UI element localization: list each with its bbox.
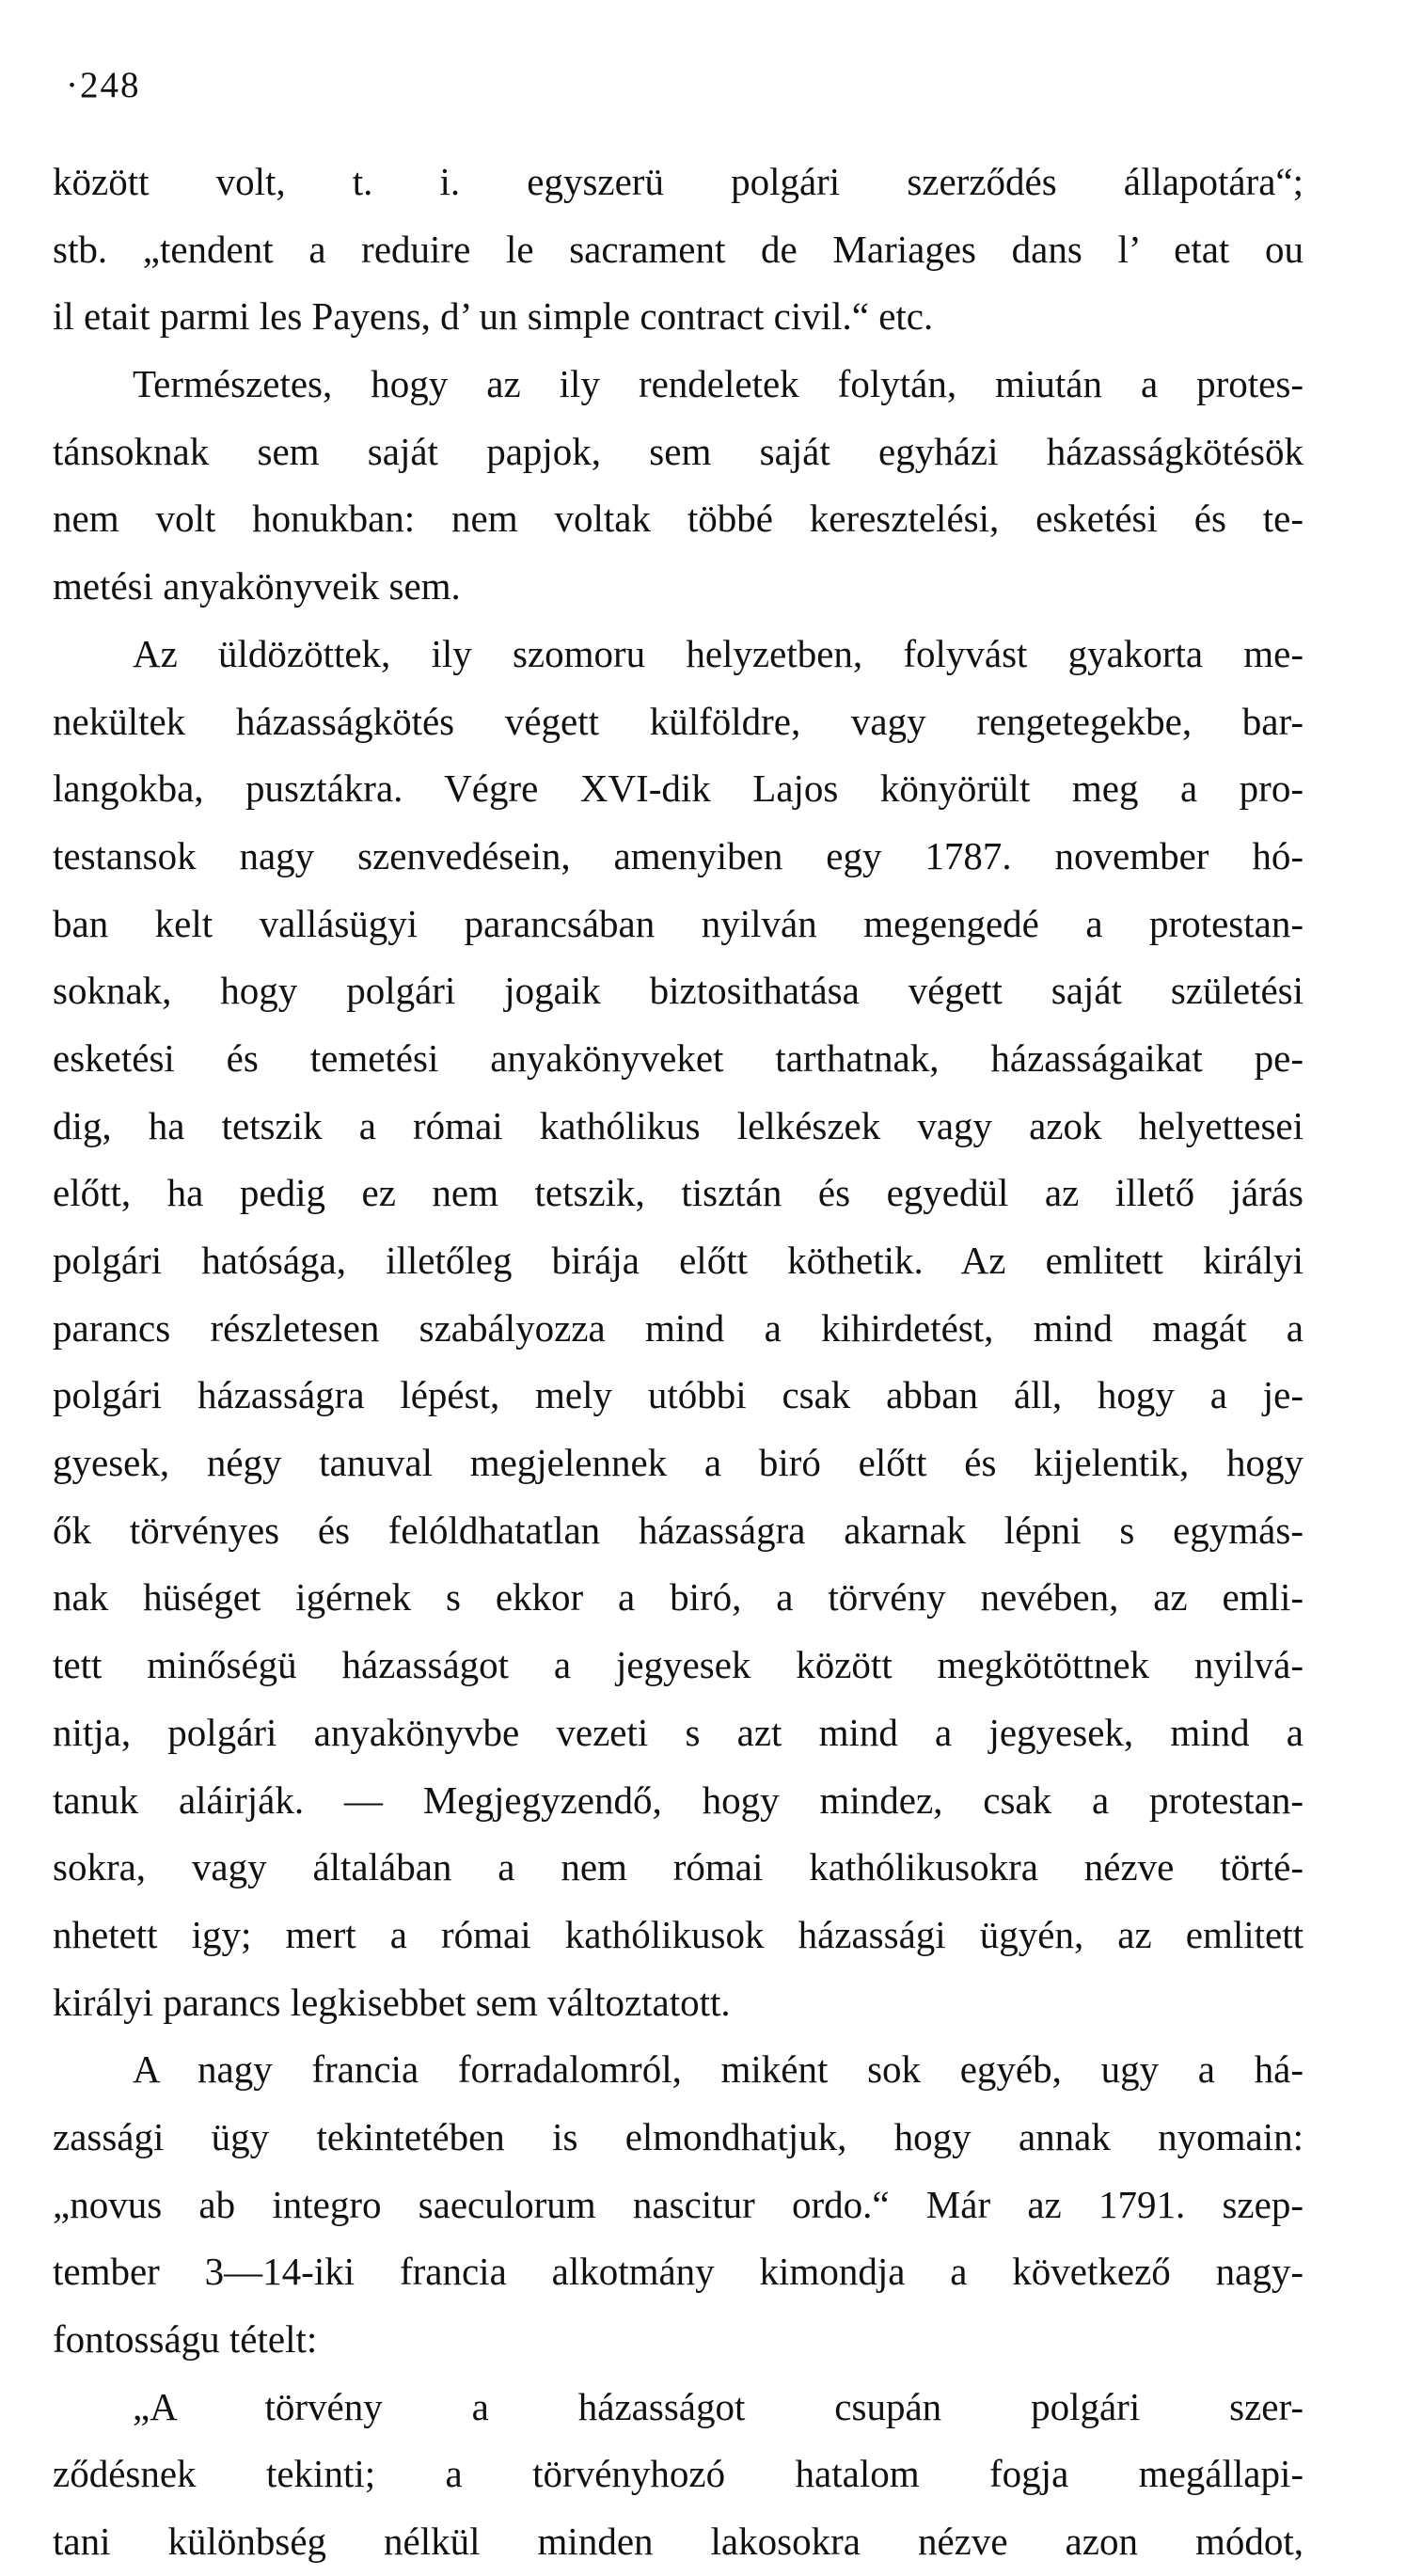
text-line: Az üldözöttek, ily szomoru helyzetben, folyvást gyakorta me- [133, 631, 1304, 675]
text-line: tett minőségü házasságot a jegyesek között megkötöttnek nyilvá- [53, 1643, 1304, 1687]
text-line: metési anyakönyveik sem. [53, 564, 461, 608]
text-line: stb. „tendent a reduire le sacrament de Mariages dans l’ etat ou [53, 227, 1304, 271]
body-text [53, 149, 1304, 2576]
text-line: tani különbség nélkül minden lakosokra nézve azon módot, [53, 2520, 1304, 2564]
text-line: ők törvényes és felóldhatatlan házasságra akarnak lépni s egymás- [53, 1508, 1304, 1552]
text-line: testansok nagy szenvedésein, amenyiben egy 1787. november hó- [53, 833, 1304, 877]
text-line: polgári házasságra lépést, mely utóbbi csak abban áll, hogy a je- [53, 1373, 1304, 1417]
text-line: nitja, polgári anyakönyvbe vezeti s azt mind a jegyesek, mind a [53, 1710, 1304, 1754]
text-line: „A törvény a házasságot csupán polgári szer- [133, 2384, 1304, 2428]
text-line: királyi parancs legkisebbet sem változtatott. [53, 1980, 731, 2024]
text-line: il etait parmi les Payens, d’ un simple contract civil.“ etc. [53, 294, 934, 339]
text-line: nem volt honukban: nem voltak többé keresztelési, esketési és te- [53, 497, 1304, 541]
text-line: sokra, vagy általában a nem római kathólikusokra nézve törté- [53, 1845, 1304, 1889]
text-line: gyesek, négy tanuval megjelennek a biró előtt és kijelentik, hogy [53, 1441, 1304, 1485]
text-line: ződésnek tekinti; a törvényhozó hatalom fogja megállapi- [53, 2452, 1304, 2496]
text-line: esketési és temetési anyakönyveket tarthatnak, házasságaikat pe- [53, 1035, 1304, 1080]
page-number: ·248 [66, 65, 141, 105]
text-line: langokba, pusztákra. Végre XVI-dik Lajos könyörült meg a pro- [53, 766, 1304, 811]
text-line: között volt, t. i. egyszerü polgári szerződés állapotára“; [53, 160, 1304, 203]
text-line: soknak, hogy polgári jogaik biztosithatása végett saját születési [53, 969, 1304, 1013]
text-line: dig, ha tetszik a római kathólikus lelkészek vagy azok helyettesei [53, 1103, 1304, 1147]
text-line: tánsoknak sem saját papjok, sem saját egyházi házasságkötésök [53, 429, 1304, 473]
text-line: Természetes, hogy az ily rendeletek folytán, miután a protes- [133, 362, 1304, 406]
text-line: polgári hatósága, illetőleg birája előtt köthetik. Az emlitett királyi [53, 1239, 1304, 1282]
text-line: tanuk aláirják. — Megjegyzendő, hogy mindez, csak a protestan- [53, 1778, 1304, 1822]
text-line: A nagy francia forradalomról, miként sok egyéb, ugy a há- [133, 2047, 1304, 2092]
text-line: nekültek házasságkötés végett külföldre, vagy rengetegekbe, bar- [53, 699, 1304, 743]
text-line: nhetett igy; mert a római kathólikusok házassági ügyén, az emlitett [53, 1912, 1304, 1956]
text-line: „novus ab integro saeculorum nascitur ordo.“ Már az 1791. szep- [53, 2182, 1304, 2226]
text-line: előtt, ha pedig ez nem tetszik, tisztán és egyedül az illető járás [53, 1171, 1304, 1215]
text-line: ban kelt vallásügyi parancsában nyilván megengedé a protestan- [53, 901, 1304, 945]
text-line: nak hüséget igérnek s ekkor a biró, a törvény nevében, az emli- [53, 1575, 1304, 1620]
text-line: fontosságu tételt: [53, 2317, 318, 2361]
text-line: parancs részletesen szabályozza mind a kihirdetést, mind magát a [53, 1305, 1304, 1350]
text-line: tember 3—14-iki francia alkotmány kimondja a következő nagy- [53, 2250, 1304, 2294]
text-line: zassági ügy tekintetében is elmondhatjuk, hogy annak nyomain: [53, 2114, 1304, 2158]
